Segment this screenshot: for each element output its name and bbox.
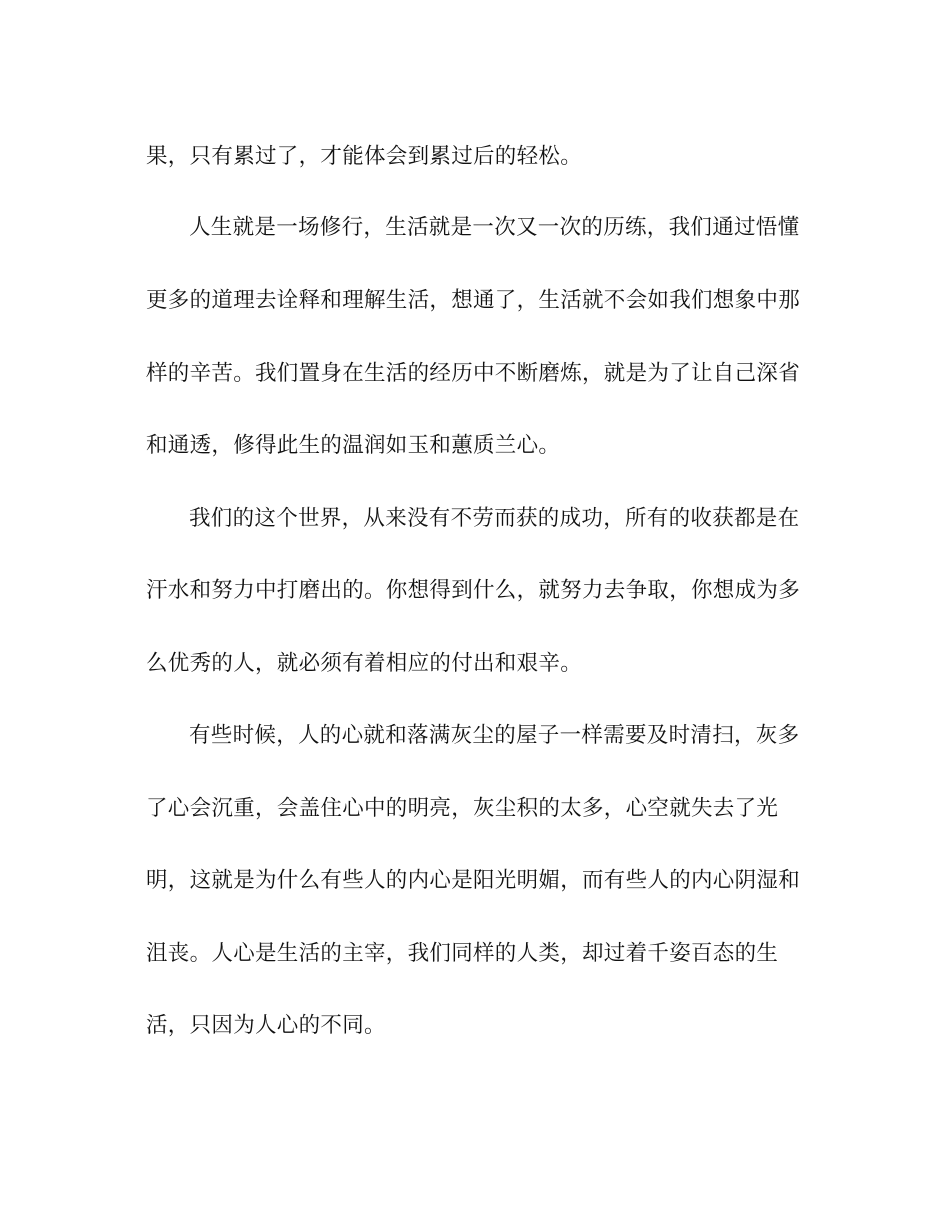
text-line: 么优秀的人，就必须有着相应的付出和艰辛。 xyxy=(146,651,583,676)
text-line: 明，这就是为什么有些人的内心是阳光明媚，而有些人的内心阴湿和 xyxy=(146,868,801,893)
text-line: 了心会沉重，会盖住心中的明亮，灰尘积的太多，心空就失去了光 xyxy=(146,796,779,821)
text-line: 汗水和努力中打磨出的。你想得到什么，就努力去争取，你想成为多 xyxy=(146,578,801,603)
text-line: 果，只有累过了，才能体会到累过后的轻松。 xyxy=(146,144,583,169)
text-line: 和通透，修得此生的温润如玉和蕙质兰心。 xyxy=(146,433,561,458)
text-line: 更多的道理去诠释和理解生活，想通了，生活就不会如我们想象中那 xyxy=(146,288,801,313)
text-line: 样的辛苦。我们置身在生活的经历中不断磨炼，就是为了让自己深省 xyxy=(146,361,801,386)
text-line: 沮丧。人心是生活的主宰，我们同样的人类，却过着千姿百态的生 xyxy=(146,941,779,966)
paragraph-first-line: 有些时候，人的心就和落满灰尘的屋子一样需要及时清扫，灰多 xyxy=(189,723,800,748)
paragraph-first-line: 人生就是一场修行，生活就是一次又一次的历练，我们通过悟懂 xyxy=(189,215,800,240)
text-line: 活，只因为人心的不同。 xyxy=(146,1013,386,1038)
paragraph-first-line: 我们的这个世界，从来没有不劳而获的成功，所有的收获都是在 xyxy=(189,506,800,531)
